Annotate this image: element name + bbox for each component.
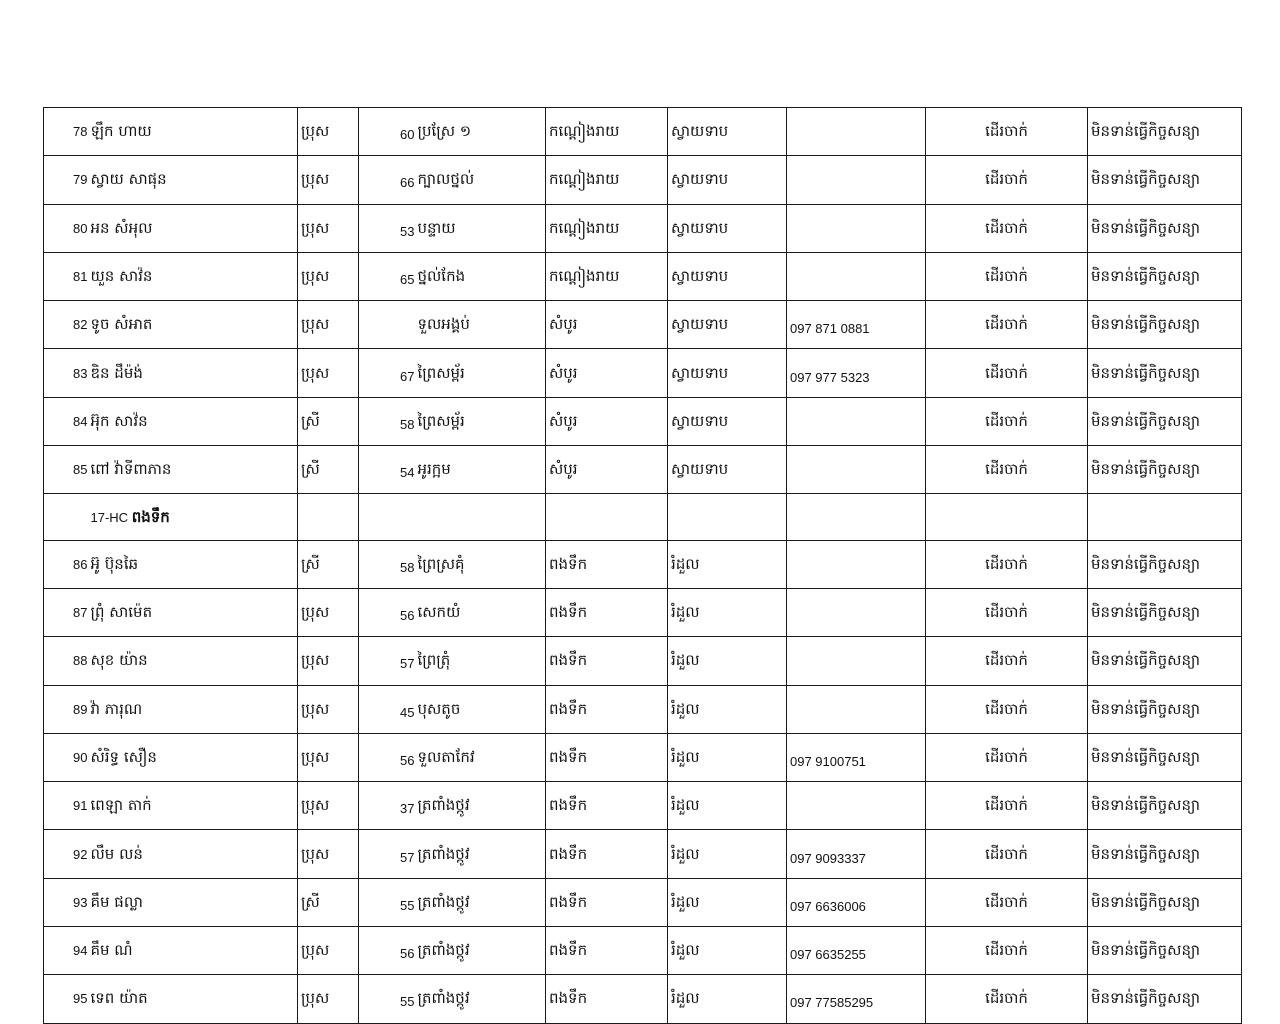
group-header-blank [668,494,787,540]
table-row [44,782,1242,830]
commune-name: ពងទឹក [546,733,668,781]
phone-number: 097 9093337 [787,830,926,878]
patient-sex: ប្រុស [298,733,359,781]
condition-status: ដើរចាក់ [926,540,1088,588]
district-name: ស្វាយទាប [668,397,787,445]
village-name: ប្រស្រែ ១ [417,108,546,156]
row-number: 80 [44,204,90,252]
condition-status: ដើរចាក់ [926,349,1088,397]
contract-status: មិនទាន់ធ្វើកិច្ចសន្យា [1088,204,1242,252]
row-number: 79 [44,156,90,204]
row-number: 85 [44,446,90,494]
phone-number [787,108,926,156]
district-name: រំដួល [668,733,787,781]
village-name: ព្រៃសម្ព័រ [417,397,546,445]
phone-number: 097 977 5323 [787,349,926,397]
district-name: រំដួល [668,830,787,878]
group-header-blank [1088,494,1242,540]
table-row [44,446,1242,494]
patient-sex: ស្រី [298,540,359,588]
contract-status: មិនទាន់ធ្វើកិច្ចសន្យា [1088,782,1242,830]
contract-status: មិនទាន់ធ្វើកិច្ចសន្យា [1088,397,1242,445]
commune-name: ពងទឹក [546,588,668,636]
table-row [44,975,1242,1023]
patient-age: 65 [359,252,417,300]
contract-status: មិនទាន់ធ្វើកិច្ចសន្យា [1088,830,1242,878]
district-name: ស្វាយទាប [668,204,787,252]
district-name: ស្វាយទាប [668,156,787,204]
patient-age: 58 [359,540,417,588]
contract-status: មិនទាន់ធ្វើកិច្ចសន្យា [1088,540,1242,588]
commune-name: ពងទឹក [546,927,668,975]
village-name: បន្ទាយ [417,204,546,252]
condition-status: ដើរចាក់ [926,252,1088,300]
condition-status: ដើរចាក់ [926,156,1088,204]
row-number: 95 [44,975,90,1023]
patient-age: 53 [359,204,417,252]
village-name: ថ្នល់កែង [417,252,546,300]
condition-status: ដើរចាក់ [926,927,1088,975]
row-number: 82 [44,301,90,349]
commune-name: កណ្ដៀងរាយ [546,156,668,204]
row-number: 83 [44,349,90,397]
patient-name: យួន សាវ៉ន [90,252,298,300]
table-row [44,637,1242,685]
patient-sex: ប្រុស [298,252,359,300]
phone-number [787,540,926,588]
condition-status: ដើរចាក់ [926,975,1088,1023]
commune-name: សំបូរ [546,349,668,397]
table-row [44,204,1242,252]
patient-sex: ប្រុស [298,301,359,349]
patient-age: 56 [359,927,417,975]
commune-name: ពងទឹក [546,685,668,733]
district-name: ស្វាយទាប [668,446,787,494]
group-name: ពងទឹក [131,507,170,526]
group-header-blank [787,494,926,540]
rows-pong-teuk [44,540,1242,1023]
condition-status: ដើរចាក់ [926,733,1088,781]
commune-name: ពងទឹក [546,830,668,878]
contract-status: មិនទាន់ធ្វើកិច្ចសន្យា [1088,349,1242,397]
group-header-blank-no [44,494,90,540]
patient-age: 56 [359,588,417,636]
condition-status: ដើរចាក់ [926,204,1088,252]
row-number: 87 [44,588,90,636]
commune-name: កណ្ដៀងរាយ [546,252,668,300]
district-name: រំដួល [668,685,787,733]
patient-list-table [43,107,1242,1024]
table-row [44,349,1242,397]
village-name: ព្រៃត្រុំ [417,637,546,685]
district-name: រំដួល [668,927,787,975]
patient-age: 37 [359,782,417,830]
patient-name: ឡឹក ហាយ [90,108,298,156]
group-header-blank [546,494,668,540]
table-row [44,733,1242,781]
contract-status: មិនទាន់ធ្វើកិច្ចសន្យា [1088,685,1242,733]
phone-number [787,588,926,636]
patient-name: ទេព យ៉ាត [90,975,298,1023]
village-name: ត្រពាំងថ្កូវ [417,782,546,830]
patient-name: វ៉ា ភារុណ [90,685,298,733]
group-header-blank [298,494,359,540]
contract-status: មិនទាន់ធ្វើកិច្ចសន្យា [1088,975,1242,1023]
district-name: ស្វាយទាប [668,349,787,397]
group-header-row [44,494,1242,540]
row-number: 86 [44,540,90,588]
patient-name: គឹម ណំ [90,927,298,975]
table-row [44,108,1242,156]
table-row [44,156,1242,204]
commune-name: ពងទឹក [546,782,668,830]
phone-number [787,782,926,830]
condition-status: ដើរចាក់ [926,782,1088,830]
row-number: 92 [44,830,90,878]
table-row [44,540,1242,588]
village-name: ក្បាលថ្នល់ [417,156,546,204]
phone-number: 097 871 0881 [787,301,926,349]
contract-status: មិនទាន់ធ្វើកិច្ចសន្យា [1088,252,1242,300]
village-name: ត្រពាំងថ្កូវ [417,975,546,1023]
village-name: ទួលតាកែវ [417,733,546,781]
phone-number [787,156,926,204]
patient-age: 57 [359,637,417,685]
patient-age: 58 [359,397,417,445]
patient-name: សំរិទ្ធ សឿន [90,733,298,781]
patient-sex: ប្រុស [298,975,359,1023]
row-number: 94 [44,927,90,975]
village-name: ត្រពាំងថ្កូវ [417,878,546,926]
patient-sex: ស្រី [298,446,359,494]
condition-status: ដើរចាក់ [926,878,1088,926]
village-name: សេកយំ [417,588,546,636]
phone-number [787,252,926,300]
condition-status: ដើរចាក់ [926,685,1088,733]
patient-age: 60 [359,108,417,156]
row-number: 81 [44,252,90,300]
phone-number: 097 6635255 [787,927,926,975]
contract-status: មិនទាន់ធ្វើកិច្ចសន្យា [1088,446,1242,494]
district-name: រំដួល [668,637,787,685]
contract-status: មិនទាន់ធ្វើកិច្ចសន្យា [1088,878,1242,926]
patient-sex: ប្រុស [298,204,359,252]
phone-number: 097 6636006 [787,878,926,926]
group-code: 17-HC [90,509,129,525]
phone-number [787,637,926,685]
village-name: ត្រពាំងថ្កូវ [417,927,546,975]
patient-name: ស្វាយ សាផុន [90,156,298,204]
condition-status: ដើរចាក់ [926,830,1088,878]
phone-number: 097 77585295 [787,975,926,1023]
group-header-label [90,494,298,540]
group-header-section [44,494,1242,540]
commune-name: សំបូរ [546,446,668,494]
table-row [44,685,1242,733]
district-name: ស្វាយទាប [668,108,787,156]
contract-status: មិនទាន់ធ្វើកិច្ចសន្យា [1088,588,1242,636]
patient-sex: ប្រុស [298,927,359,975]
village-name: ទួលអង្គប់ [417,301,546,349]
patient-sex: ប្រុស [298,108,359,156]
patient-age: 56 [359,733,417,781]
village-name: ត្រពាំងថ្កូវ [417,830,546,878]
patient-name: គឹម ផល្លា [90,878,298,926]
phone-number [787,685,926,733]
patient-age: 66 [359,156,417,204]
row-number: 90 [44,733,90,781]
table-row [44,301,1242,349]
district-name: រំដួល [668,782,787,830]
patient-name: សុខ យ៉ាន [90,637,298,685]
district-name: រំដួល [668,975,787,1023]
patient-name: ពេឡា តាក់ [90,782,298,830]
row-number: 78 [44,108,90,156]
row-number: 91 [44,782,90,830]
patient-sex: ប្រុស [298,782,359,830]
row-number: 89 [44,685,90,733]
condition-status: ដើរចាក់ [926,108,1088,156]
phone-number [787,397,926,445]
district-name: រំដួល [668,878,787,926]
phone-number [787,204,926,252]
rows-kandieng-reay-sambour [44,108,1242,494]
patient-sex: ប្រុស [298,830,359,878]
contract-status: មិនទាន់ធ្វើកិច្ចសន្យា [1088,156,1242,204]
commune-name: ពងទឹក [546,637,668,685]
table-row [44,830,1242,878]
contract-status: មិនទាន់ធ្វើកិច្ចសន្យា [1088,108,1242,156]
condition-status: ដើរចាក់ [926,637,1088,685]
condition-status: ដើរចាក់ [926,588,1088,636]
patient-name: លឹម លន់ [90,830,298,878]
phone-number [787,446,926,494]
district-name: ស្វាយទាប [668,252,787,300]
patient-age [359,301,417,349]
table-row [44,878,1242,926]
patient-name: ទូច សំអាត [90,301,298,349]
contract-status: មិនទាន់ធ្វើកិច្ចសន្យា [1088,301,1242,349]
commune-name: ពងទឹក [546,540,668,588]
table-row [44,397,1242,445]
contract-status: មិនទាន់ធ្វើកិច្ចសន្យា [1088,733,1242,781]
patient-sex: ប្រុស [298,588,359,636]
commune-name: ពងទឹក [546,975,668,1023]
village-name: ព្រៃស្រគុំ [417,540,546,588]
row-number: 84 [44,397,90,445]
patient-name: អ៊ុក សាវ៉ន [90,397,298,445]
patient-sex: ស្រី [298,878,359,926]
patient-name: អ៊ូ ប៊ុនឆៃ [90,540,298,588]
patient-sex: ស្រី [298,397,359,445]
group-header-blank [359,494,417,540]
district-name: រំដួល [668,540,787,588]
patient-sex: ប្រុស [298,349,359,397]
row-number: 88 [44,637,90,685]
patient-name: ពៅ វ៉ាទីពាភាន [90,446,298,494]
table-row [44,588,1242,636]
village-name: បុសតូច [417,685,546,733]
district-name: រំដួល [668,588,787,636]
commune-name: កណ្ដៀងរាយ [546,108,668,156]
patient-sex: ប្រុស [298,156,359,204]
contract-status: មិនទាន់ធ្វើកិច្ចសន្យា [1088,637,1242,685]
patient-age: 57 [359,830,417,878]
patient-age: 54 [359,446,417,494]
patient-sex: ប្រុស [298,685,359,733]
commune-name: សំបូរ [546,397,668,445]
group-header-blank [926,494,1088,540]
group-header-blank [417,494,546,540]
patient-sex: ប្រុស [298,637,359,685]
patient-name: ព្រុំ សាម៉េត [90,588,298,636]
table-row [44,927,1242,975]
condition-status: ដើរចាក់ [926,397,1088,445]
table-row [44,252,1242,300]
patient-name: អន សំអុល [90,204,298,252]
village-name: អូរក្អម [417,446,546,494]
patient-name: ឌិន ដឹម៉ង់ [90,349,298,397]
district-name: ស្វាយទាប [668,301,787,349]
patient-age: 55 [359,975,417,1023]
commune-name: ពងទឹក [546,878,668,926]
row-number: 93 [44,878,90,926]
condition-status: ដើរចាក់ [926,301,1088,349]
patient-age: 45 [359,685,417,733]
village-name: ព្រៃសម្ព័រ [417,349,546,397]
patient-age: 67 [359,349,417,397]
phone-number: 097 9100751 [787,733,926,781]
contract-status: មិនទាន់ធ្វើកិច្ចសន្យា [1088,927,1242,975]
patient-age: 55 [359,878,417,926]
commune-name: កណ្ដៀងរាយ [546,204,668,252]
commune-name: សំបូរ [546,301,668,349]
condition-status: ដើរចាក់ [926,446,1088,494]
